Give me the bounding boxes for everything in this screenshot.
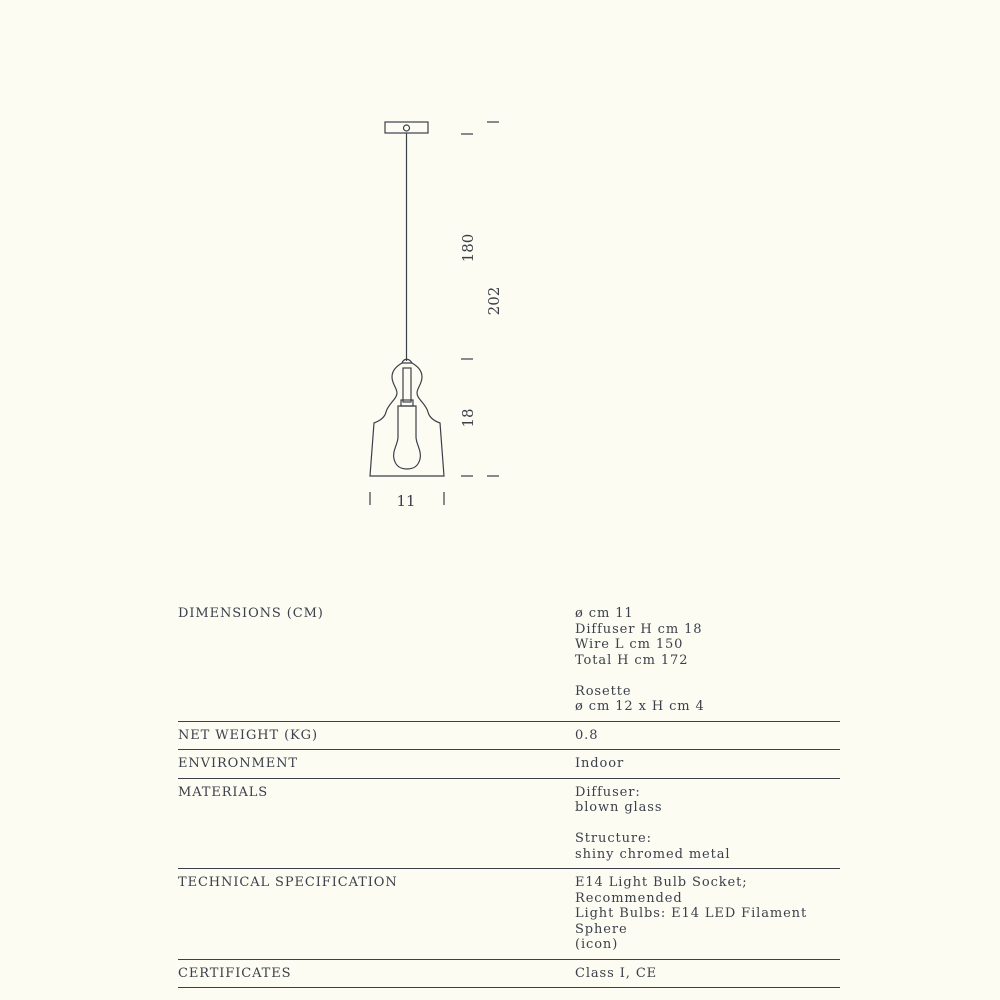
spec-table	[178, 600, 840, 988]
rosette-hole	[404, 125, 410, 131]
spec-row-certificates	[178, 959, 840, 988]
spec-label: ENVIRONMENT	[178, 750, 575, 779]
spec-row-net-weight	[178, 721, 840, 750]
dim-wire-length: 180	[459, 233, 477, 263]
spec-label: NET WEIGHT (KG)	[178, 721, 575, 750]
dim-total-height: 202	[485, 286, 503, 316]
spec-row-dimensions	[178, 600, 840, 721]
spec-row-technical	[178, 869, 840, 960]
spec-value: 0.8	[575, 721, 840, 750]
spec-value: E14 Light Bulb Socket; Recommended Light Bulbs: E14 LED Filament Sphere (icon)	[575, 869, 840, 960]
spec-row-environment	[178, 750, 840, 779]
spec-value: Indoor	[575, 750, 840, 779]
spec-value: ø cm 11 Diffuser H cm 18 Wire L cm 150 Total H cm 172 Rosette ø cm 12 x H cm 4	[575, 600, 840, 721]
bulb	[394, 406, 421, 469]
spec-label: MATERIALS	[178, 778, 575, 869]
spec-label: DIMENSIONS (CM)	[178, 600, 575, 721]
spec-value: Class I, CE	[575, 959, 840, 988]
diffuser-glass	[370, 363, 444, 476]
spec-row-materials	[178, 778, 840, 869]
spec-label: CERTIFICATES	[178, 959, 575, 988]
spec-label: TECHNICAL SPECIFICATION	[178, 869, 575, 960]
dim-diameter: 11	[396, 492, 416, 510]
spec-value: Diffuser: blown glass Structure: shiny chromed metal	[575, 778, 840, 869]
socket	[403, 368, 411, 402]
dim-diffuser-height: 18	[459, 408, 477, 428]
